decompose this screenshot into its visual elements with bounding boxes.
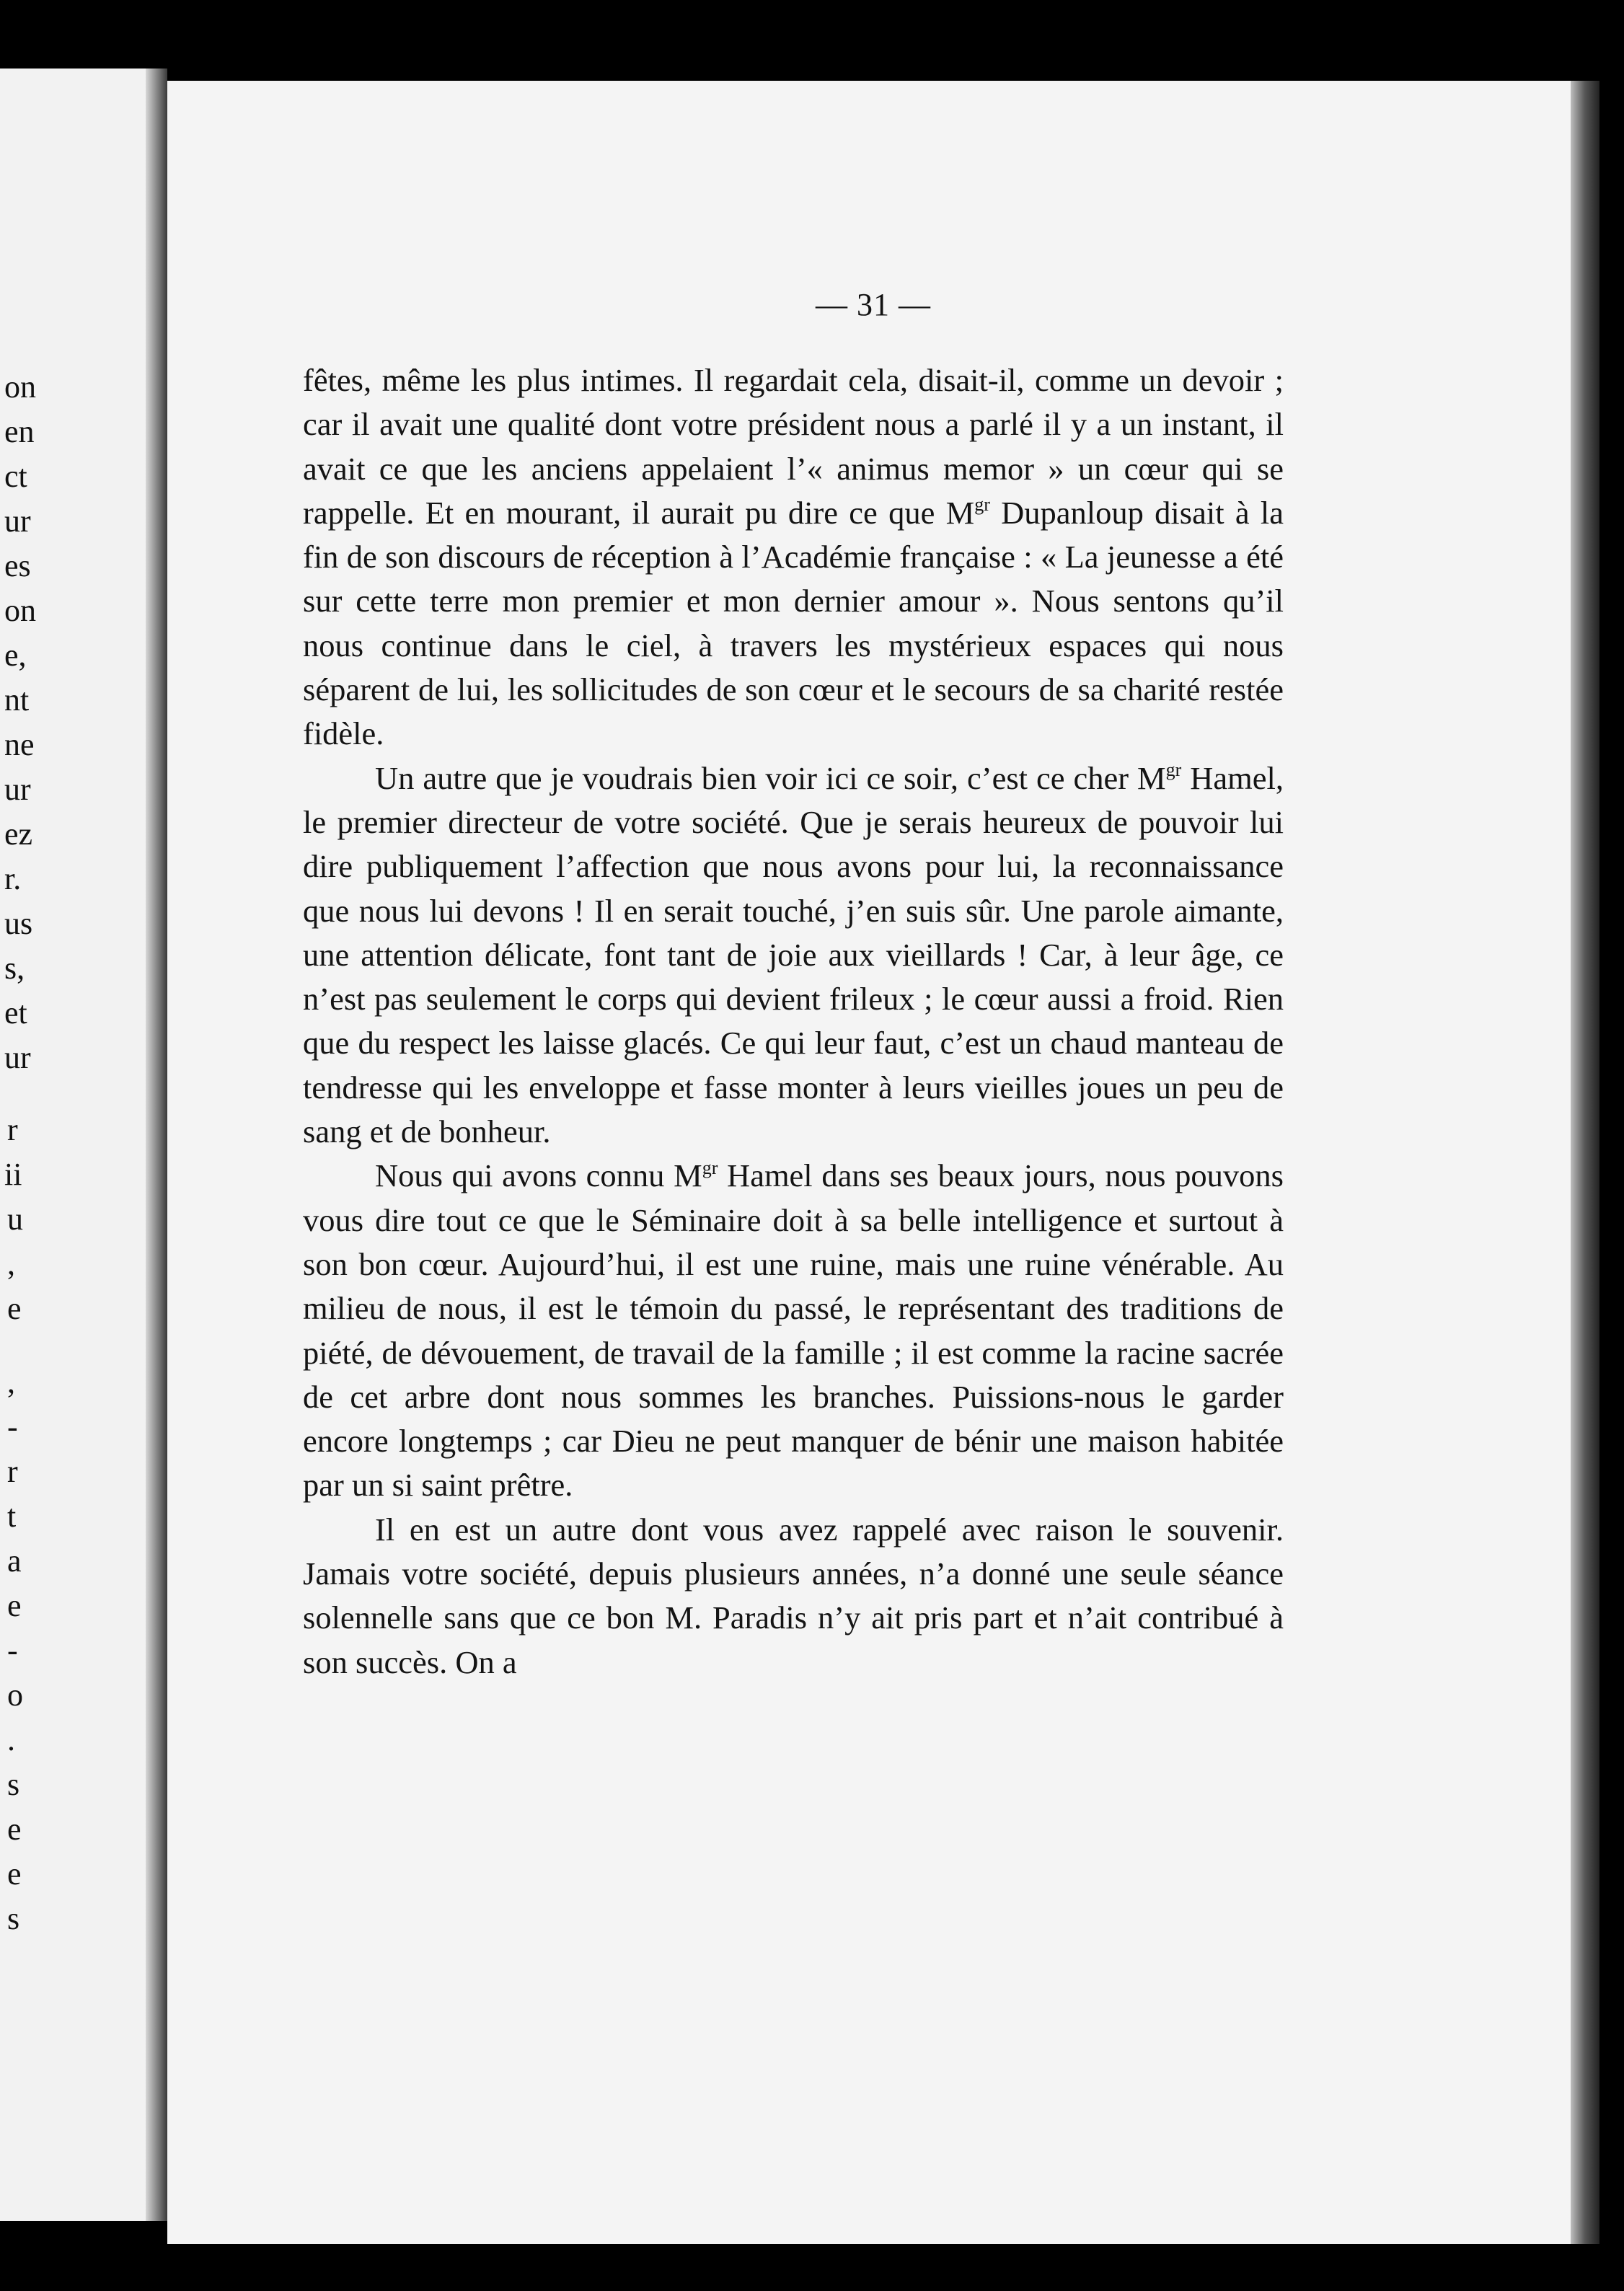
left-facing-page xyxy=(0,69,167,2221)
left-page-line-fragment: ur xyxy=(4,772,31,807)
paragraph-3 xyxy=(303,1154,1284,1507)
left-page-line-fragment: , xyxy=(7,1246,15,1281)
p1-superscript: gr xyxy=(974,494,990,516)
left-page-line-fragment: et xyxy=(4,995,27,1030)
p1-text-b: Dupanloup disait à la fin de son discours de réception à l’Académie française : « La jeunesse a été sur cette terre mon premier et mon dernier amour ». Nous sentons qu’il nous continue dans le ciel, à travers les mystérieux espaces qui nous séparent de lui, les sollicitudes de son cœur et le secours de sa charité restée fidèle. xyxy=(303,494,1284,752)
left-page-line-fragment: e xyxy=(7,1588,22,1623)
left-page-line-fragment: e xyxy=(7,1811,22,1847)
left-page-line-fragment: - xyxy=(7,1409,18,1444)
left-page-line-fragment: u xyxy=(7,1201,23,1237)
right-page-edge xyxy=(1571,81,1599,2244)
left-page-line-fragment: ez xyxy=(4,816,33,852)
left-page-line-fragment: ur xyxy=(4,1040,31,1075)
left-page-line-fragment: on xyxy=(4,369,36,405)
body-text xyxy=(303,358,1284,1685)
left-page-line-fragment: , xyxy=(7,1364,15,1400)
page-number: — 31 — xyxy=(816,287,931,322)
left-page-line-fragment: r. xyxy=(4,861,22,896)
left-page-line-fragment: e, xyxy=(4,637,27,673)
p3-text-b: Hamel dans ses beaux jours, nous pouvons vous dire tout ce que le Séminaire doit à sa belle intelligence et surtout à son bon cœur. Aujourd’hui, il est une ruine, mais une ruine vénérable. Au milieu de nous, il est le témoin du passé, le représentant des traditions de piété, de dévouement, de travail de la famille ; il est comme la racine sacrée de cet arbre dont nous sommes les branches. Puissions-nous le garder encore longtemps ; car Dieu ne peut manquer de bénir une maison habitée par un si saint prêtre. xyxy=(303,1157,1284,1504)
left-page-line-fragment: en xyxy=(4,414,35,449)
p2-text-b: Hamel, le premier directeur de votre société. Que je serais heureux de pouvoir lui dire publiquement l’affection que nous avons pour lui, la reconnaissance que nous lui devons ! Il en serait touché, j’en suis sûr. Une parole aimante, une attention délicate, font tant de joie aux vieillards ! Car, à leur âge, ce n’est pas seulement le corps qui devient frileux ; le cœur aussi a froid. Rien que du respect les laisse glacés. Ce qui leur faut, c’est un chaud manteau de tendresse qui les enveloppe et fasse monter à leurs vieilles joues un peu de sang et de bonheur. xyxy=(303,759,1284,1150)
left-page-line-fragment: e xyxy=(7,1291,22,1326)
left-page-line-fragment: ne xyxy=(4,727,35,762)
p2-text-a: Un autre que je voudrais bien voir ici ce soir, c’est ce cher M xyxy=(375,759,1166,796)
left-page-line-fragment: a xyxy=(7,1543,22,1579)
p3-text-a: Nous qui avons connu M xyxy=(375,1157,702,1194)
p2-superscript: gr xyxy=(1165,759,1182,780)
paragraph-2 xyxy=(303,756,1284,1155)
left-page-line-fragment: s, xyxy=(4,950,25,986)
left-page-line-fragment: t xyxy=(7,1498,17,1534)
paragraph-1 xyxy=(303,358,1284,756)
p3-superscript: gr xyxy=(702,1157,718,1178)
left-page-line-fragment: s xyxy=(7,1767,20,1802)
left-page-line-fragment: us xyxy=(4,906,33,941)
left-page-line-fragment: ii xyxy=(4,1157,22,1192)
left-page-line-fragment: o xyxy=(7,1677,23,1713)
left-page-line-fragment: s xyxy=(7,1901,20,1936)
left-page-line-fragment: e xyxy=(7,1856,22,1891)
main-page xyxy=(167,81,1579,2244)
left-page-line-fragment: ct xyxy=(4,459,27,494)
p4-text: Il en est un autre dont vous avez rappelé avec raison le souvenir. Jamais votre société, depuis plusieurs années, n’a donné une seule séance solennelle sans que ce bon M. Paradis n’y ait pris part et n’ait contribué à son succès. On a xyxy=(303,1511,1284,1680)
left-page-line-fragment: nt xyxy=(4,682,30,718)
left-page-line-fragment: on xyxy=(4,593,36,628)
left-page-line-fragment: - xyxy=(7,1633,18,1668)
left-page-line-fragment: es xyxy=(4,548,31,583)
left-page-line-fragment: r xyxy=(7,1112,18,1147)
left-page-gutter-shadow xyxy=(146,69,167,2221)
paragraph-4 xyxy=(303,1508,1284,1685)
left-page-line-fragment: r xyxy=(7,1454,18,1489)
p1-text-a: fêtes, même les plus intimes. Il regardait cela, disait-il, comme un devoir ; car il avait une qualité dont votre président nous a parlé il y a un instant, il avait ce que les anciens appelaient l’« animus memor » un cœur qui se rappelle. Et en mourant, il aurait pu dire ce que M xyxy=(303,362,1284,531)
left-page-line-fragment: . xyxy=(7,1722,15,1757)
left-page-line-fragment: ur xyxy=(4,503,31,539)
